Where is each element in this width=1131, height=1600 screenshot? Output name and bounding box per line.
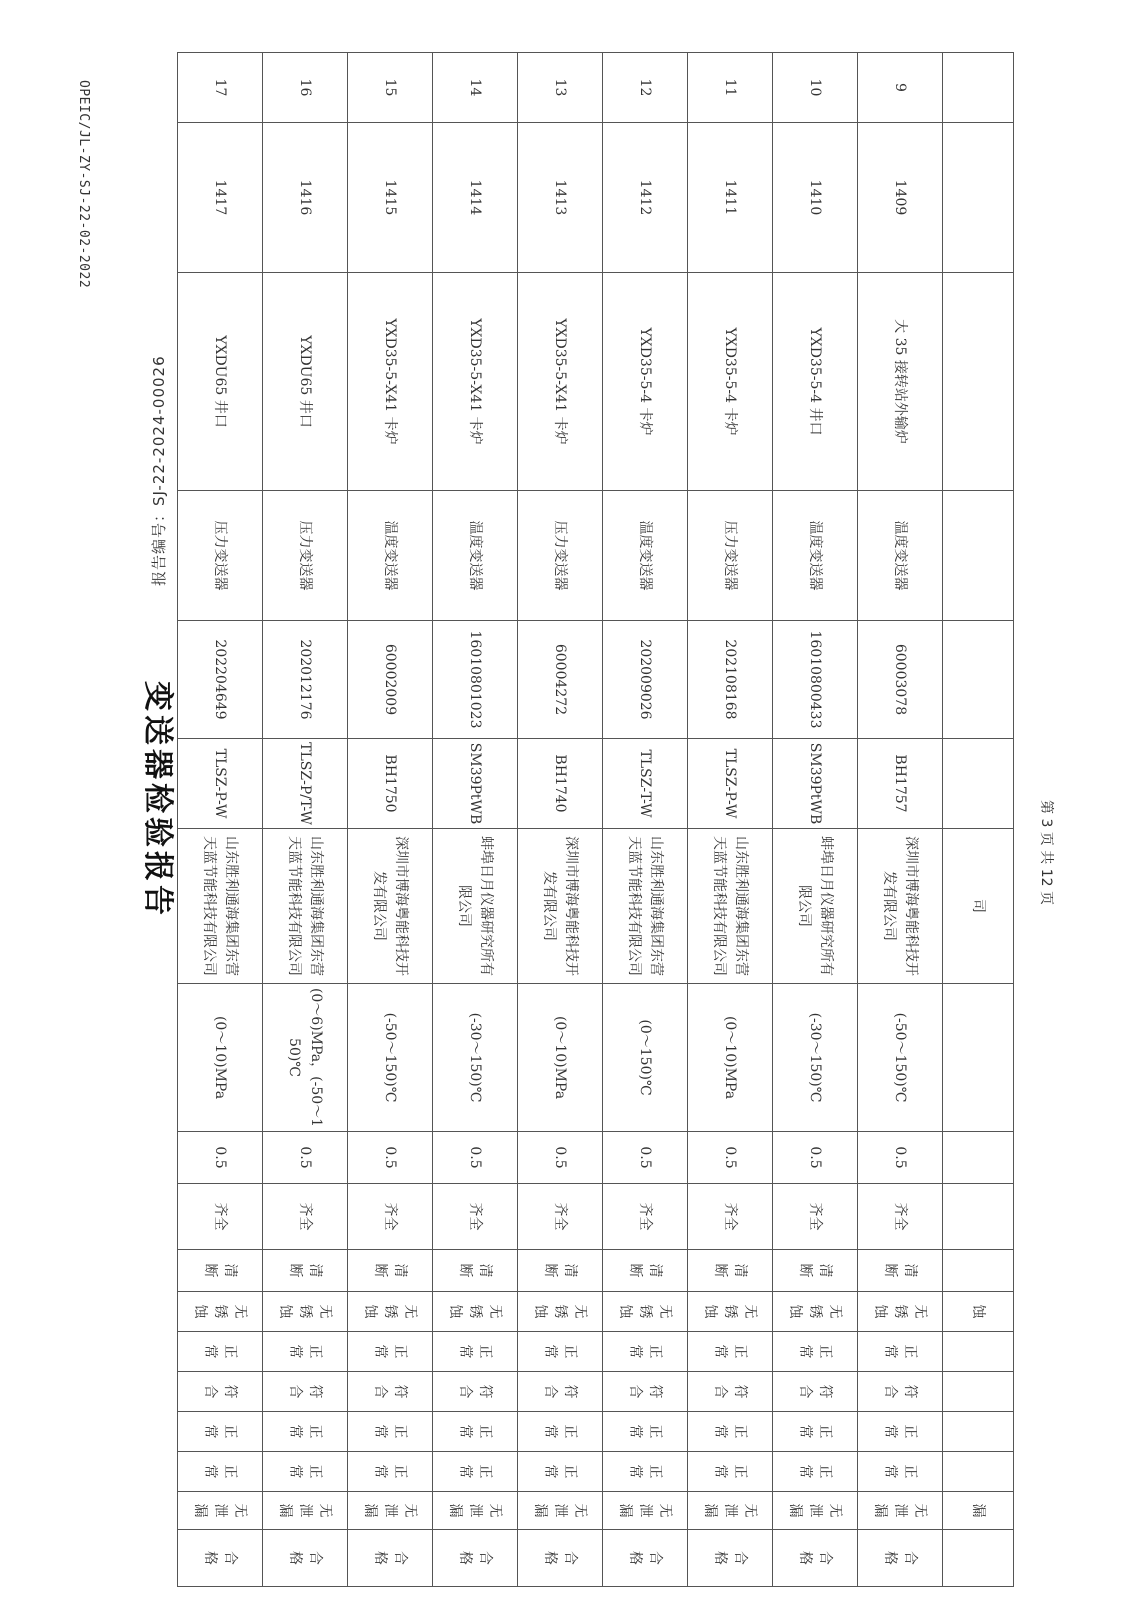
range-cell: (0～150)℃ xyxy=(603,984,688,1132)
inspection-table xyxy=(177,52,1014,1587)
check-3-cell: 正常 xyxy=(858,1412,943,1452)
check-1-cell: 正常 xyxy=(603,1332,688,1372)
maker-cell: 山东胜利通海集团东营天蓝节能科技有限公司 xyxy=(178,829,263,984)
serial-cell: 16010800433 xyxy=(773,621,858,739)
check-2-cell: 符合 xyxy=(688,1372,773,1412)
page-title: 变送器检验报告 xyxy=(140,681,175,919)
appearance-cell: 清断 xyxy=(178,1250,263,1292)
corrosion-cell: 无锈蚀 xyxy=(518,1292,603,1332)
seq-cell: 15 xyxy=(348,53,433,123)
location-cell: YXD35-5-X41 卡炉 xyxy=(518,273,603,491)
model-cell: BH1750 xyxy=(348,739,433,829)
grade-cell: 0.5 xyxy=(688,1132,773,1184)
check-4-cell: 正常 xyxy=(518,1452,603,1492)
equipment-id-cell: 1413 xyxy=(518,123,603,273)
marks-cell: 齐全 xyxy=(773,1184,858,1250)
range-cell: (0～10)MPa xyxy=(688,984,773,1132)
result-cell: 合格 xyxy=(688,1530,773,1587)
serial-cell: 202012176 xyxy=(263,621,348,739)
corrosion-cell: 无锈蚀 xyxy=(178,1292,263,1332)
maker-cell: 深圳市博海粤能科技开发有限公司 xyxy=(858,829,943,984)
header-fragment-si: 司 xyxy=(943,829,1014,984)
leak-cell: 无泄漏 xyxy=(263,1492,348,1530)
check-4-cell: 正常 xyxy=(688,1452,773,1492)
check-4-cell: 正常 xyxy=(858,1452,943,1492)
type-cell: 温度变送器 xyxy=(348,491,433,621)
location-cell: YXDU65 井口 xyxy=(178,273,263,491)
check-2-cell: 符合 xyxy=(518,1372,603,1412)
grade-cell: 0.5 xyxy=(518,1132,603,1184)
table-row xyxy=(348,53,433,1587)
location-cell: YXD35-5-X41 卡炉 xyxy=(348,273,433,491)
seq-cell: 16 xyxy=(263,53,348,123)
equipment-id-cell: 1416 xyxy=(263,123,348,273)
result-cell: 合格 xyxy=(433,1530,518,1587)
check-3-cell: 正常 xyxy=(773,1412,858,1452)
serial-cell: 60004272 xyxy=(518,621,603,739)
grade-cell: 0.5 xyxy=(348,1132,433,1184)
check-2-cell: 符合 xyxy=(348,1372,433,1412)
type-cell: 温度变送器 xyxy=(433,491,518,621)
corrosion-cell: 无锈蚀 xyxy=(858,1292,943,1332)
type-cell: 压力变送器 xyxy=(178,491,263,621)
equipment-id-cell: 1410 xyxy=(773,123,858,273)
marks-cell: 齐全 xyxy=(858,1184,943,1250)
corrosion-cell: 无锈蚀 xyxy=(433,1292,518,1332)
result-cell: 合格 xyxy=(518,1530,603,1587)
table-header-row xyxy=(943,53,1014,1587)
seq-cell: 9 xyxy=(858,53,943,123)
appearance-cell: 清断 xyxy=(858,1250,943,1292)
grade-cell: 0.5 xyxy=(263,1132,348,1184)
type-cell: 压力变送器 xyxy=(518,491,603,621)
check-3-cell: 正常 xyxy=(518,1412,603,1452)
appearance-cell: 清断 xyxy=(263,1250,348,1292)
check-4-cell: 正常 xyxy=(263,1452,348,1492)
location-cell: 大 35 接转站外输炉 xyxy=(858,273,943,491)
report-number: 报告编号：SJ-22-2024-00026 xyxy=(150,355,168,586)
grade-cell: 0.5 xyxy=(433,1132,518,1184)
leak-cell: 无泄漏 xyxy=(348,1492,433,1530)
check-3-cell: 正常 xyxy=(348,1412,433,1452)
leak-cell: 无泄漏 xyxy=(858,1492,943,1530)
table-row xyxy=(858,53,943,1587)
range-cell: (0～10)MPa xyxy=(178,984,263,1132)
equipment-id-cell: 1417 xyxy=(178,123,263,273)
leak-cell: 无泄漏 xyxy=(603,1492,688,1530)
check-1-cell: 正常 xyxy=(858,1332,943,1372)
check-2-cell: 符合 xyxy=(178,1372,263,1412)
check-1-cell: 正常 xyxy=(348,1332,433,1372)
equipment-id-cell: 1409 xyxy=(858,123,943,273)
seq-cell: 11 xyxy=(688,53,773,123)
page-footer: 第 3 页 共 12 页 xyxy=(1038,800,1054,905)
check-2-cell: 符合 xyxy=(603,1372,688,1412)
appearance-cell: 清断 xyxy=(518,1250,603,1292)
location-cell: YXD35-5-4 井口 xyxy=(773,273,858,491)
corrosion-cell: 无锈蚀 xyxy=(603,1292,688,1332)
serial-cell: 202108168 xyxy=(688,621,773,739)
corrosion-cell: 无锈蚀 xyxy=(688,1292,773,1332)
check-4-cell: 正常 xyxy=(773,1452,858,1492)
type-cell: 压力变送器 xyxy=(263,491,348,621)
equipment-id-cell: 1414 xyxy=(433,123,518,273)
marks-cell: 齐全 xyxy=(433,1184,518,1250)
grade-cell: 0.5 xyxy=(773,1132,858,1184)
leak-cell: 无泄漏 xyxy=(518,1492,603,1530)
table-row xyxy=(263,53,348,1587)
seq-cell: 10 xyxy=(773,53,858,123)
grade-cell: 0.5 xyxy=(858,1132,943,1184)
appearance-cell: 清断 xyxy=(603,1250,688,1292)
range-cell: (0～6)MPa，(-50～150)℃ xyxy=(263,984,348,1132)
type-cell: 温度变送器 xyxy=(858,491,943,621)
location-cell: YXD35-5-4 卡炉 xyxy=(688,273,773,491)
appearance-cell: 清断 xyxy=(773,1250,858,1292)
check-4-cell: 正常 xyxy=(178,1452,263,1492)
model-cell: TLSZ-P-W xyxy=(178,739,263,829)
grade-cell: 0.5 xyxy=(178,1132,263,1184)
leak-cell: 无泄漏 xyxy=(688,1492,773,1530)
check-3-cell: 正常 xyxy=(263,1412,348,1452)
marks-cell: 齐全 xyxy=(263,1184,348,1250)
range-cell: (-30～150)℃ xyxy=(433,984,518,1132)
serial-cell: 16010801023 xyxy=(433,621,518,739)
maker-cell: 深圳市博海粤能科技开发有限公司 xyxy=(348,829,433,984)
maker-cell: 山东胜利通海集团东营天蓝节能科技有限公司 xyxy=(603,829,688,984)
corrosion-cell: 无锈蚀 xyxy=(348,1292,433,1332)
marks-cell: 齐全 xyxy=(178,1184,263,1250)
maker-cell: 蚌埠日月仪器研究所有限公司 xyxy=(773,829,858,984)
marks-cell: 齐全 xyxy=(348,1184,433,1250)
table-row xyxy=(433,53,518,1587)
check-2-cell: 符合 xyxy=(858,1372,943,1412)
model-cell: BH1757 xyxy=(858,739,943,829)
seq-cell: 17 xyxy=(178,53,263,123)
result-cell: 合格 xyxy=(178,1530,263,1587)
check-1-cell: 正常 xyxy=(433,1332,518,1372)
maker-cell: 深圳市博海粤能科技开发有限公司 xyxy=(518,829,603,984)
appearance-cell: 清断 xyxy=(433,1250,518,1292)
table-row xyxy=(688,53,773,1587)
equipment-id-cell: 1415 xyxy=(348,123,433,273)
model-cell: BH1740 xyxy=(518,739,603,829)
check-2-cell: 符合 xyxy=(773,1372,858,1412)
table-row xyxy=(773,53,858,1587)
location-cell: YXDU65 井口 xyxy=(263,273,348,491)
result-cell: 合格 xyxy=(858,1530,943,1587)
model-cell: SM39PtWB xyxy=(773,739,858,829)
result-cell: 合格 xyxy=(603,1530,688,1587)
equipment-id-cell: 1411 xyxy=(688,123,773,273)
seq-cell: 13 xyxy=(518,53,603,123)
check-3-cell: 正常 xyxy=(688,1412,773,1452)
corrosion-cell: 无锈蚀 xyxy=(263,1292,348,1332)
appearance-cell: 清断 xyxy=(348,1250,433,1292)
table-row xyxy=(603,53,688,1587)
type-cell: 压力变送器 xyxy=(688,491,773,621)
check-3-cell: 正常 xyxy=(433,1412,518,1452)
maker-cell: 山东胜利通海集团东营天蓝节能科技有限公司 xyxy=(263,829,348,984)
range-cell: (-50～150)℃ xyxy=(858,984,943,1132)
serial-cell: 202204649 xyxy=(178,621,263,739)
check-1-cell: 正常 xyxy=(773,1332,858,1372)
check-4-cell: 正常 xyxy=(603,1452,688,1492)
equipment-id-cell: 1412 xyxy=(603,123,688,273)
type-cell: 温度变送器 xyxy=(773,491,858,621)
result-cell: 合格 xyxy=(348,1530,433,1587)
range-cell: (-30～150)℃ xyxy=(773,984,858,1132)
model-cell: TLSZ-T-W xyxy=(603,739,688,829)
table-row xyxy=(518,53,603,1587)
type-cell: 温度变送器 xyxy=(603,491,688,621)
seq-cell: 12 xyxy=(603,53,688,123)
marks-cell: 齐全 xyxy=(688,1184,773,1250)
serial-cell: 60003078 xyxy=(858,621,943,739)
model-cell: SM39PtWB xyxy=(433,739,518,829)
range-cell: (0～10)MPa xyxy=(518,984,603,1132)
table-row xyxy=(178,53,263,1587)
maker-cell: 山东胜利通海集团东营天蓝节能科技有限公司 xyxy=(688,829,773,984)
check-2-cell: 符合 xyxy=(263,1372,348,1412)
leak-cell: 无泄漏 xyxy=(433,1492,518,1530)
appearance-cell: 清断 xyxy=(688,1250,773,1292)
grade-cell: 0.5 xyxy=(603,1132,688,1184)
header-fragment-shi: 蚀 xyxy=(943,1292,1014,1332)
check-1-cell: 正常 xyxy=(688,1332,773,1372)
leak-cell: 无泄漏 xyxy=(773,1492,858,1530)
leak-cell: 无泄漏 xyxy=(178,1492,263,1530)
check-1-cell: 正常 xyxy=(263,1332,348,1372)
form-code: OPEIC/JL-ZY-SJ-22-02-2022 xyxy=(76,80,91,289)
header-fragment-lou: 漏 xyxy=(943,1492,1014,1530)
model-cell: TLSZ-P/T-W xyxy=(263,739,348,829)
corrosion-cell: 无锈蚀 xyxy=(773,1292,858,1332)
serial-cell: 202009026 xyxy=(603,621,688,739)
location-cell: YXD35-5-4 卡炉 xyxy=(603,273,688,491)
result-cell: 合格 xyxy=(263,1530,348,1587)
check-1-cell: 正常 xyxy=(518,1332,603,1372)
serial-cell: 60002009 xyxy=(348,621,433,739)
maker-cell: 蚌埠日月仪器研究所有限公司 xyxy=(433,829,518,984)
check-1-cell: 正常 xyxy=(178,1332,263,1372)
check-2-cell: 符合 xyxy=(433,1372,518,1412)
check-4-cell: 正常 xyxy=(433,1452,518,1492)
model-cell: TLSZ-P-W xyxy=(688,739,773,829)
seq-cell: 14 xyxy=(433,53,518,123)
marks-cell: 齐全 xyxy=(603,1184,688,1250)
location-cell: YXD35-5-X41 卡炉 xyxy=(433,273,518,491)
check-4-cell: 正常 xyxy=(348,1452,433,1492)
range-cell: (-50～150)℃ xyxy=(348,984,433,1132)
result-cell: 合格 xyxy=(773,1530,858,1587)
check-3-cell: 正常 xyxy=(603,1412,688,1452)
check-3-cell: 正常 xyxy=(178,1412,263,1452)
marks-cell: 齐全 xyxy=(518,1184,603,1250)
